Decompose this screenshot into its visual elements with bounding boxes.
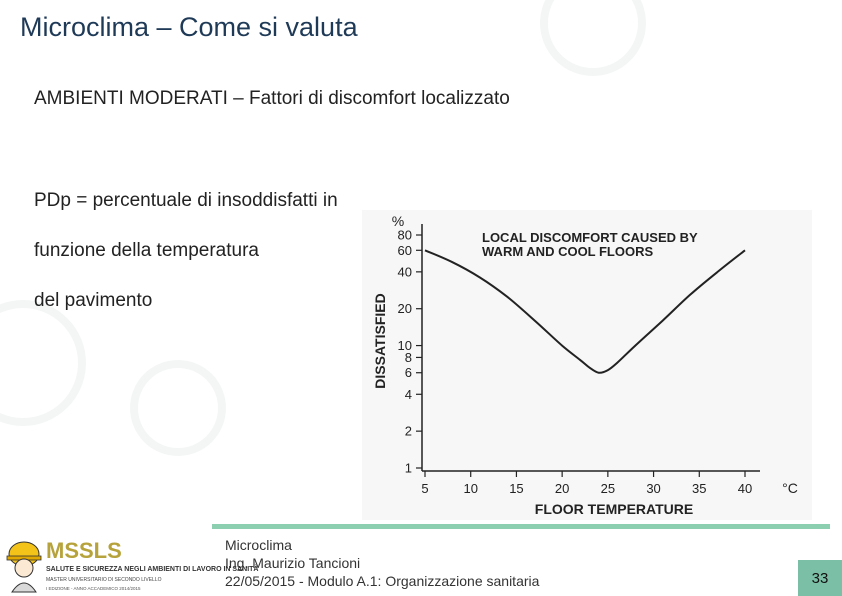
worker-helmet-icon — [7, 542, 41, 592]
logo-line: SALUTE E SICUREZZA NEGLI AMBIENTI DI LAVORO IN SANITÀ — [46, 566, 259, 573]
x-tick-label: 25 — [600, 481, 616, 496]
logo-line: I EDIZIONE - ANNO ACCADEMICO 2014/2015 — [46, 586, 141, 591]
background-watermark — [130, 360, 226, 456]
y-tick-label: 8 — [404, 349, 412, 365]
y-tick-label: 1 — [404, 460, 412, 476]
x-unit-label: °C — [782, 480, 798, 496]
body-text-line: funzione della temperatura — [34, 240, 259, 261]
y-tick-label: 2 — [404, 423, 412, 439]
x-tick-label: 40 — [737, 481, 753, 496]
slide-title: Microclima – Come si valuta — [20, 12, 358, 42]
footer-text — [225, 536, 539, 590]
y-unit-label: % — [391, 213, 405, 229]
y-tick-label: 20 — [397, 301, 412, 317]
body-text-line: del pavimento — [34, 290, 153, 311]
y-tick-label: 80 — [397, 227, 412, 243]
y-tick-label: 4 — [404, 386, 412, 402]
chart-title-line: LOCAL DISCOMFORT CAUSED BY — [482, 230, 698, 245]
logo-name: MSSLS — [46, 538, 122, 563]
y-tick-label: 60 — [397, 242, 412, 258]
x-tick-label: 35 — [692, 481, 707, 496]
page-number: 33 — [798, 560, 842, 596]
background-watermark — [540, 0, 646, 76]
y-tick-label: 40 — [397, 264, 412, 280]
footer-line: Microclima — [225, 537, 292, 553]
y-axis-label: DISSATISFIED — [372, 293, 388, 389]
x-tick-label: 30 — [646, 481, 661, 496]
y-tick-label: 6 — [404, 365, 412, 381]
x-tick-label: 5 — [421, 481, 429, 496]
background-watermark — [0, 300, 86, 426]
slide-subtitle: AMBIENTI MODERATI – Fattori di discomfort localizzato — [34, 88, 510, 109]
footer-line: Ing. Maurizio Tancioni — [225, 555, 361, 571]
x-tick-label: 20 — [554, 481, 570, 496]
logo-line: MASTER UNIVERSITARIO DI SECONDO LIVELLO — [46, 577, 162, 583]
x-tick-label: 15 — [509, 481, 524, 496]
floor-temperature-chart — [362, 210, 812, 520]
x-axis-label: FLOOR TEMPERATURE — [534, 501, 694, 517]
footer-line: 22/05/2015 - Modulo A.1: Organizzazione sanitaria — [225, 573, 540, 589]
y-tick-label: 10 — [397, 338, 412, 354]
chart-title-line: WARM AND COOL FLOORS — [482, 244, 654, 259]
footer-bar — [212, 524, 830, 529]
x-tick-label: 10 — [463, 481, 478, 496]
body-text-line: PDp = percentuale di insoddisfatti in — [34, 190, 338, 211]
